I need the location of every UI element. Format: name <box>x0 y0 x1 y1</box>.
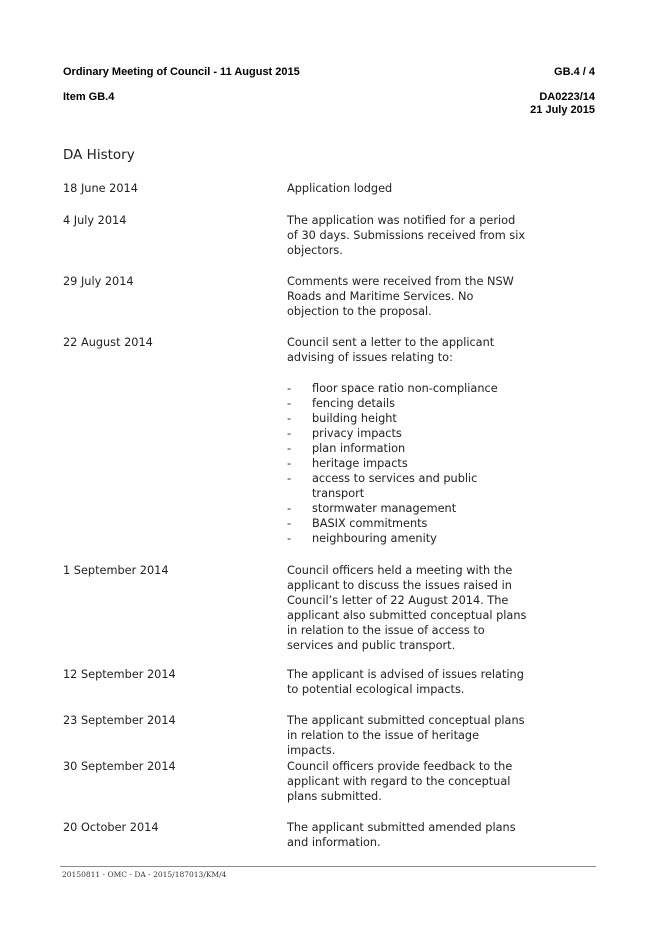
meeting-title: Ordinary Meeting of Council - 11 August 2015 <box>63 66 300 78</box>
history-description <box>287 563 527 653</box>
history-date: 29 July 2014 <box>63 275 134 288</box>
issues-list <box>287 381 527 546</box>
footer-divider <box>60 866 596 867</box>
list-item: - heritage impacts <box>287 457 408 470</box>
section-title: DA History <box>63 147 135 163</box>
history-description <box>287 213 527 258</box>
history-description <box>287 274 527 319</box>
history-text: Application lodged <box>287 182 393 195</box>
history-text: The applicant submitted conceptual plans in relation to the issue of heritage impacts. <box>287 714 525 757</box>
history-text: The applicant submitted amended plans and information. <box>287 821 516 849</box>
history-description <box>287 713 527 758</box>
history-description <box>287 335 527 546</box>
item-number: Item GB.4 <box>63 91 115 103</box>
list-item: - BASIX commitments <box>287 517 428 530</box>
history-date: 18 June 2014 <box>63 182 138 195</box>
da-reference <box>530 91 595 117</box>
history-date: 12 September 2014 <box>63 668 176 681</box>
history-text: Council sent a letter to the applicant advising of issues relating to: <box>287 336 495 364</box>
da-number: DA0223/14 <box>539 91 595 103</box>
history-description <box>287 667 527 697</box>
history-text: The applicant is advised of issues relating to potential ecological impacts. <box>287 668 524 696</box>
history-date: 4 July 2014 <box>63 214 127 227</box>
list-item: - fencing details <box>287 397 395 410</box>
list-item: - access to services and public transport <box>287 472 478 500</box>
history-description <box>287 181 527 196</box>
history-description <box>287 759 527 804</box>
report-date: 21 July 2015 <box>530 104 595 116</box>
history-date: 1 September 2014 <box>63 564 169 577</box>
history-date: 23 September 2014 <box>63 714 176 727</box>
history-text: The application was notified for a period of 30 days. Submissions received from six objectors. <box>287 214 526 257</box>
history-date: 22 August 2014 <box>63 336 153 349</box>
footer-reference: 20150811 - OMC - DA - 2015/187013/KM/4 <box>62 870 227 879</box>
history-date: 30 September 2014 <box>63 760 176 773</box>
history-text: Council officers provide feedback to the applicant with regard to the conceptual plans submitted. <box>287 760 513 803</box>
list-item: - floor space ratio non-compliance <box>287 382 498 395</box>
list-item: - privacy impacts <box>287 427 402 440</box>
history-text: Council officers held a meeting with the applicant to discuss the issues raised in Council’s letter of 22 August 2014. The applicant also submitted conceptual plans in relation to the issue of access to services and public transport. <box>287 564 527 652</box>
list-item: - neighbouring amenity <box>287 532 437 545</box>
list-item: - building height <box>287 412 397 425</box>
list-item: - plan information <box>287 442 406 455</box>
history-text: Comments were received from the NSW Roads and Maritime Services. No objection to the proposal. <box>287 275 514 318</box>
page-reference: GB.4 / 4 <box>554 66 595 78</box>
history-description <box>287 820 527 850</box>
history-date: 20 October 2014 <box>63 821 159 834</box>
list-item: - stormwater management <box>287 502 457 515</box>
